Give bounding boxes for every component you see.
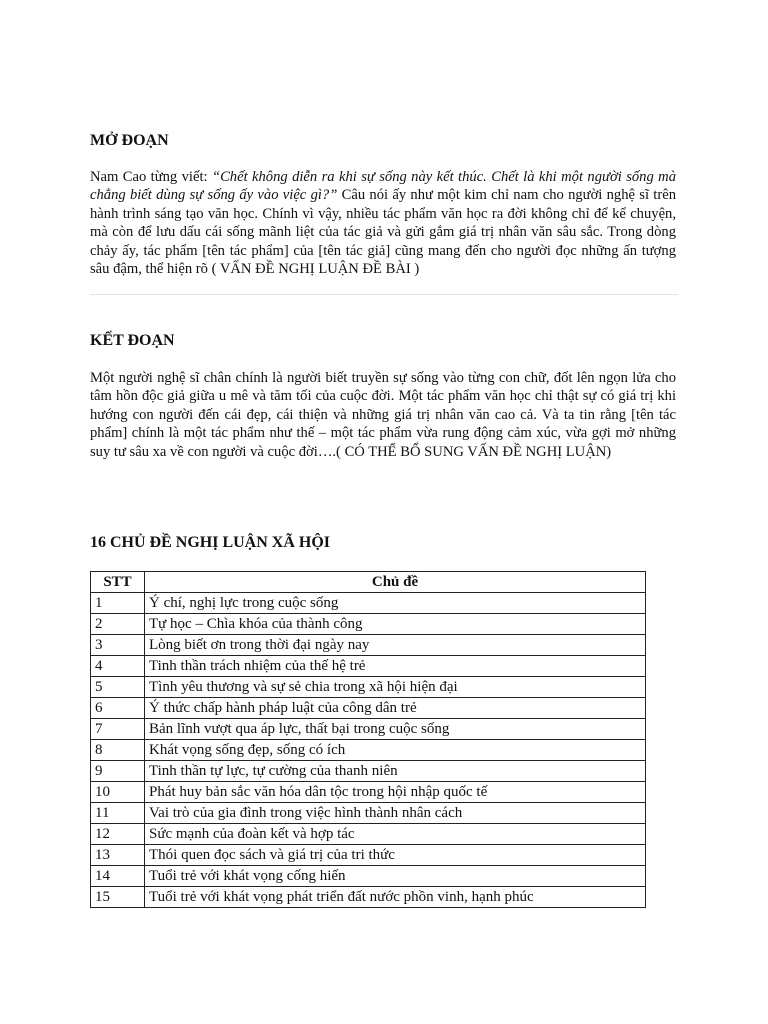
open-rest-text: Câu nói ấy như một kim chỉ nam cho người nghệ sĩ trên hành trình sáng tạo văn học. Chính vì vậy, nhiều tác phẩm văn học ra đời không chỉ để kể chuyện, mà còn để lưu dấu cái sống mãnh liệt của tác giả và gửi gắm giá trị nhân văn sâu sắc. Trong dòng chảy ấy, tác phẩm [tên tác phẩm] của [tên tác giả] cũng mang đến cho người đọc những ấn tượng sâu đậm, thể hiện rõ ( VẤN ĐỀ NGHỊ LUẬN ĐỀ BÀI ) bbox=[90, 187, 676, 278]
row-number-cell: 4 bbox=[91, 656, 145, 677]
table-row bbox=[91, 803, 646, 824]
row-topic-cell: Phát huy bản sắc văn hóa dân tộc trong hội nhập quốc tế bbox=[145, 782, 646, 803]
row-topic-cell: Ý thức chấp hành pháp luật của công dân trẻ bbox=[145, 698, 646, 719]
table-row bbox=[91, 761, 646, 782]
table-header-row bbox=[91, 572, 646, 593]
row-number-cell: 6 bbox=[91, 698, 145, 719]
table-row bbox=[91, 845, 646, 866]
table-row bbox=[91, 866, 646, 887]
row-topic-cell: Vai trò của gia đình trong việc hình thành nhân cách bbox=[145, 803, 646, 824]
row-number-cell: 7 bbox=[91, 719, 145, 740]
header-stt: STT bbox=[91, 572, 145, 593]
row-topic-cell: Ý chí, nghị lực trong cuộc sống bbox=[145, 593, 646, 614]
row-topic-cell: Tuổi trẻ với khát vọng phát triển đất nước phồn vinh, hạnh phúc bbox=[145, 887, 646, 908]
table-row bbox=[91, 593, 646, 614]
row-number-cell: 15 bbox=[91, 887, 145, 908]
row-number-cell: 5 bbox=[91, 677, 145, 698]
nam-cao-quote: “Chết không diễn ra khi sự sống này kết thúc. Chết là khi một người sống mà chẳng biết dùng sự sống ấy vào việc gì?” bbox=[90, 169, 677, 204]
row-topic-cell: Bản lĩnh vượt qua áp lực, thất bại trong cuộc sống bbox=[145, 719, 646, 740]
row-number-cell: 11 bbox=[91, 803, 145, 824]
open-intro-text: Nam Cao từng viết: bbox=[90, 169, 212, 185]
table-row bbox=[91, 824, 646, 845]
table-row bbox=[91, 698, 646, 719]
topics-table bbox=[90, 571, 646, 908]
row-number-cell: 13 bbox=[91, 845, 145, 866]
row-number-cell: 8 bbox=[91, 740, 145, 761]
close-section-paragraph: Một người nghệ sĩ chân chính là người biết truyền sự sống vào từng con chữ, đốt lên ngọn lửa cho tâm hồn độc giả giữa u mê và tăm tối của cuộc đời. Một tác phẩm văn học chỉ thật sự có giá trị khi hướng con người đến cái đẹp, cái thiện và những giá trị nhân văn cao cả. Và ta tin rằng [tên tác phẩm] chính là một tác phẩm như thế – một tác phẩm vừa rung động cảm xúc, vừa gợi mở những suy tư sâu xa về con người và cuộc đời….( CÓ THỂ BỔ SUNG VẤN ĐỀ NGHỊ LUẬN) bbox=[90, 370, 676, 460]
table-row bbox=[91, 656, 646, 677]
row-topic-cell: Tinh thần tự lực, tự cường của thanh niên bbox=[145, 761, 646, 782]
table-row bbox=[91, 887, 646, 908]
table-body bbox=[91, 593, 646, 908]
topics-section-title: 16 CHỦ ĐỀ NGHỊ LUẬN XÃ HỘI bbox=[90, 534, 331, 551]
row-number-cell: 3 bbox=[91, 635, 145, 656]
row-topic-cell: Tự học – Chìa khóa của thành công bbox=[145, 614, 646, 635]
row-topic-cell: Tình yêu thương và sự sẻ chia trong xã hội hiện đại bbox=[145, 677, 646, 698]
open-section-paragraph bbox=[90, 168, 676, 278]
row-topic-cell: Thói quen đọc sách và giá trị của tri thức bbox=[145, 845, 646, 866]
row-topic-cell: Tuổi trẻ với khát vọng cống hiến bbox=[145, 866, 646, 887]
row-topic-cell: Sức mạnh của đoàn kết và hợp tác bbox=[145, 824, 646, 845]
table-row bbox=[91, 719, 646, 740]
row-number-cell: 2 bbox=[91, 614, 145, 635]
table-row bbox=[91, 614, 646, 635]
row-topic-cell: Khát vọng sống đẹp, sống có ích bbox=[145, 740, 646, 761]
open-section-title: MỞ ĐOẠN bbox=[90, 132, 169, 149]
row-number-cell: 10 bbox=[91, 782, 145, 803]
row-topic-cell: Lòng biết ơn trong thời đại ngày nay bbox=[145, 635, 646, 656]
section-divider bbox=[90, 294, 678, 295]
row-number-cell: 12 bbox=[91, 824, 145, 845]
close-section-title: KẾT ĐOẠN bbox=[90, 332, 175, 349]
row-number-cell: 9 bbox=[91, 761, 145, 782]
table-row bbox=[91, 740, 646, 761]
table-row bbox=[91, 677, 646, 698]
table-row bbox=[91, 782, 646, 803]
header-topic: Chủ đề bbox=[145, 572, 646, 593]
row-topic-cell: Tinh thần trách nhiệm của thế hệ trẻ bbox=[145, 656, 646, 677]
table-row bbox=[91, 635, 646, 656]
row-number-cell: 14 bbox=[91, 866, 145, 887]
row-number-cell: 1 bbox=[91, 593, 145, 614]
